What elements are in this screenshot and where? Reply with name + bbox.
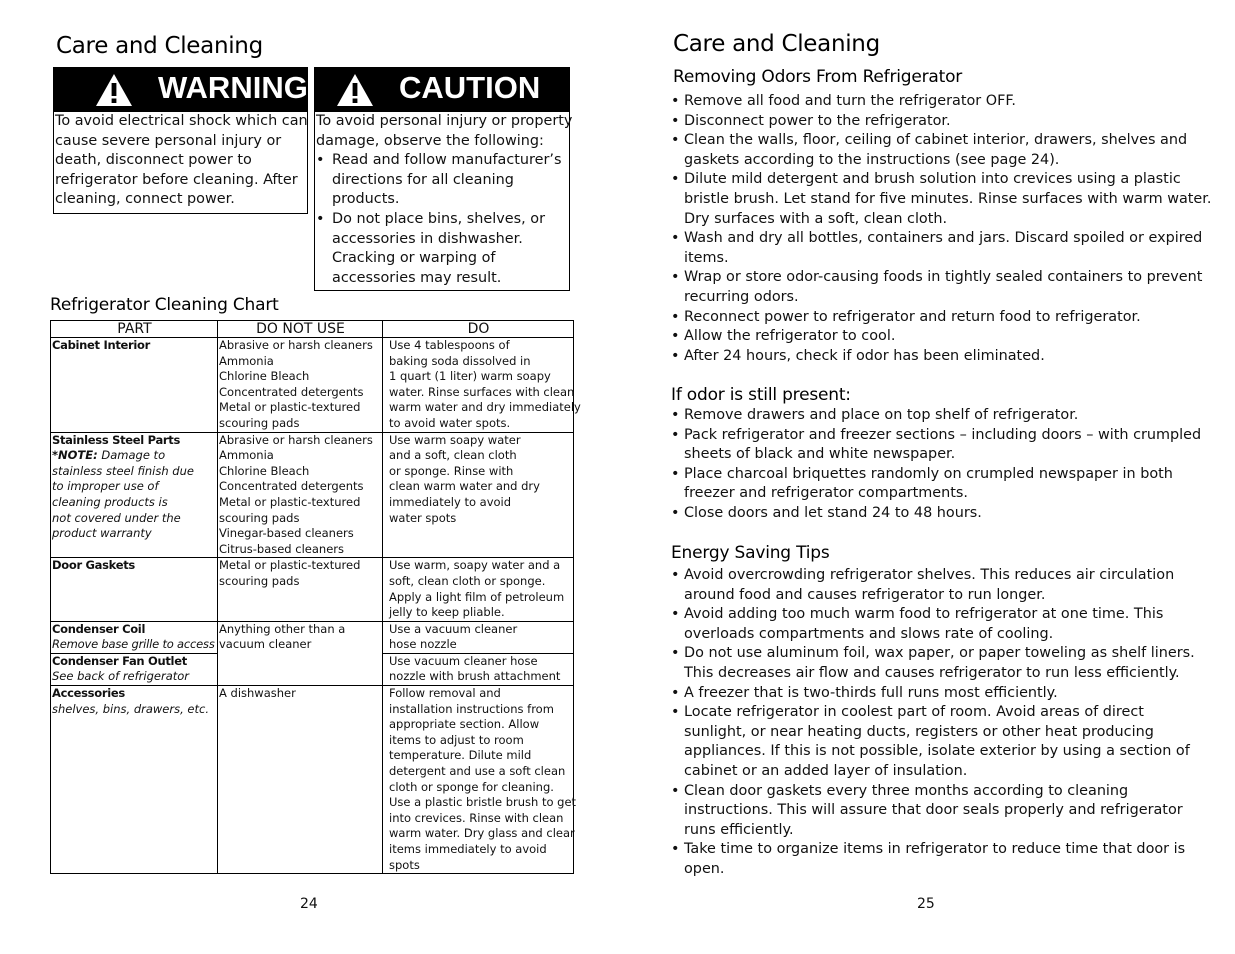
list-item [671,268,1201,307]
cell-line: Abrasive or harsh cleaners [219,338,373,352]
list-item [671,840,1201,879]
cell-line: and a soft, clean cloth [389,448,517,463]
list-line: appliances. If this is not possible, isolate exterior by using a section of [684,743,1190,760]
list-line: sunlight, or near heating ducts, registers or other heat producing [684,723,1154,740]
caution-bullet [316,210,569,288]
list-line: open. [684,860,725,877]
part-note-line [52,448,217,464]
cell-line: Use 4 tablespoons of [389,338,510,352]
part-note-line: cleaning products is [52,494,168,509]
cell-line: Use vacuum cleaner hose [389,653,538,668]
list-item [671,703,1201,781]
table-row [51,432,574,558]
header-do: DO [383,321,574,338]
caution-text [315,112,573,288]
list-item [671,327,1201,347]
cell-line: Follow removal and [389,686,501,701]
list-line: gaskets according to the instructions (see page 24). [684,151,1060,168]
cell-line: A dishwasher [219,686,296,701]
list-line: • Disconnect power to the refrigerator. [684,112,951,129]
cell-line: Concentrated detergents [219,479,364,494]
list-line: sheets of black and white newspaper. [684,446,956,463]
list-line: • Remove all food and turn the refrigerator OFF. [684,93,1016,109]
right-page-title: Care and Cleaning [673,31,880,57]
part-note-line: shelves, bins, drawers, etc. [52,701,209,716]
cell-line: Use a vacuum cleaner [389,621,518,636]
do-not-use-cell [218,558,383,621]
part-cell [51,686,218,874]
cell-line: scouring pads [219,510,300,525]
header-part: PART [51,321,218,338]
cell-line: Use a plastic bristle brush to get [389,795,577,810]
cell-line: Concentrated detergents [219,384,364,399]
caution-intro-line: To avoid personal injury or property [316,113,573,129]
note-label: *NOTE: [52,448,98,463]
list-line: items. [684,249,729,266]
list-line: cabinet or an added layer of insulation. [684,762,968,779]
list-item [671,229,1201,268]
list-line: This decreases air flow and causes refrigerator to run less efficiently. [684,664,1180,681]
part-note-line: See back of refrigerator [52,669,190,684]
cell-line: Chlorine Bleach [219,463,310,478]
warning-icon [94,72,134,108]
warning-text [54,112,307,210]
section-heading-odor-present: If odor is still present: [671,385,851,405]
cell-line: warm water and dry immediately [389,400,581,415]
table-row [51,338,574,433]
caution-line: accessories in dishwasher. [332,230,523,247]
do-cell [383,338,581,433]
list-item [671,308,1201,328]
cell-line: Metal or plastic-textured [219,494,361,509]
cleaning-chart-table [50,320,581,874]
list-line: • After 24 hours, check if odor has been eliminated. [684,347,1045,364]
cell-line: Ammonia [219,448,274,463]
list-line: around food and causes refrigerator to run longer. [684,586,1046,603]
list-item [671,406,1201,426]
list-item [671,131,1201,170]
list-line: • Clean door gaskets every three months according to cleaning [684,782,1129,799]
list-item [671,92,1201,112]
warning-line: To avoid electrical shock which can [55,113,308,129]
warning-line: death, disconnect power to [55,152,252,169]
caution-icon [335,72,375,108]
cell-line: soft, clean cloth or sponge. [389,573,546,588]
list-line: • Pack refrigerator and freezer sections – including doors – with crumpled [684,426,1202,443]
list-item [671,112,1201,132]
cell-line: jelly to keep pliable. [389,605,505,620]
cell-line: Vinegar-based cleaners [219,526,354,541]
list-line: • Take time to organize items in refrigerator to reduce time that door is [684,841,1186,858]
list-line: • Allow the refrigerator to cool. [684,328,896,345]
caution-line: directions for all cleaning [332,171,514,188]
cell-line: Use warm, soapy water and a [389,558,561,573]
list-line: • Remove drawers and place on top shelf of refrigerator. [684,407,1079,423]
left-page-title: Care and Cleaning [56,33,263,59]
cell-line: scouring pads [219,573,300,588]
cell-line: scouring pads [219,415,300,430]
cell-line: appropriate section. Allow [389,717,540,732]
part-cell [51,338,218,433]
cell-line: Apply a light film of petroleum [389,589,565,604]
part-cell [51,558,218,621]
page-number-left: 24 [300,896,318,912]
caution-line: • Do not place bins, shelves, or [332,210,545,227]
cell-line: baking soda dissolved in [389,353,531,368]
cell-line: Anything other than a [219,621,346,636]
part-note-line: Remove base grille to access [52,637,215,652]
do-not-use-cell [218,621,383,685]
cell-line: nozzle with brush attachment [389,669,561,684]
list-line: • Wrap or store odor-causing foods in tightly sealed containers to prevent [684,269,1203,286]
list-item [671,426,1201,465]
cell-line: installation instructions from [389,701,554,716]
part-name: Accessories [52,686,125,701]
table-header-row [51,321,574,338]
list-item [671,566,1201,605]
list-line: • Dilute mild detergent and brush solution into crevices using a plastic [684,171,1181,188]
cell-line: warm water. Dry glass and clear [389,826,575,841]
cleaning-chart-title: Refrigerator Cleaning Chart [50,295,279,315]
list-line: • Place charcoal briquettes randomly on crumpled newspaper in both [684,465,1173,482]
cell-line: detergent and use a soft clean [389,764,566,779]
odor-present-list [671,406,1201,524]
list-line: • Close doors and let stand 24 to 48 hours. [684,504,982,521]
cell-line: water. Rinse surfaces with clean [389,384,575,399]
caution-line: accessories may result. [332,269,502,286]
header-do-not-use: DO NOT USE [218,321,383,338]
list-line: instructions. This will assure that door seals properly and refrigerator [684,802,1183,819]
do-cell [383,653,574,685]
part-name: Cabinet Interior [52,338,151,352]
warning-line: refrigerator before cleaning. After [55,171,298,188]
do-cell [383,686,577,874]
do-not-use-cell [218,432,383,558]
do-not-use-cell [218,338,383,433]
warning-banner [54,68,307,112]
energy-tips-list [671,566,1201,880]
list-item [671,347,1201,367]
cell-line: Use warm soapy water [389,432,521,447]
part-cell [51,621,218,653]
cell-line: Metal or plastic-textured [219,400,361,415]
table-row [51,558,574,621]
list-line: • Avoid overcrowding refrigerator shelves. This reduces air circulation [684,567,1175,583]
do-cell [383,432,574,558]
caution-line: • Read and follow manufacturer’s [332,152,562,169]
part-name: Condenser Coil [52,621,146,636]
list-item [671,504,1201,524]
list-line: • Reconnect power to refrigerator and return food to refrigerator. [684,308,1141,325]
cell-line: Metal or plastic-textured [219,558,361,573]
cell-line: items to adjust to room [389,732,524,747]
list-line: Dry surfaces with a soft, clean cloth. [684,210,948,227]
cell-line: spots [389,857,420,872]
cell-line: Citrus-based cleaners [219,541,344,556]
cell-line: vacuum cleaner [219,637,312,652]
list-item [671,170,1212,229]
cell-line: Chlorine Bleach [219,369,310,384]
list-line: • Do not use aluminum foil, wax paper, or paper toweling as shelf liners. [684,645,1195,662]
list-item [671,644,1201,683]
list-line: overloads compartments and slows rate of cooling. [684,625,1054,642]
cell-line: 1 quart (1 liter) warm soapy [389,369,551,384]
list-line: recurring odors. [684,288,799,305]
cell-line: or sponge. Rinse with [389,463,514,478]
part-name: Condenser Fan Outlet [52,653,187,668]
section-heading-energy: Energy Saving Tips [671,543,830,563]
part-note-line: stainless steel finish due [52,463,194,478]
caution-line: products. [332,191,400,208]
list-item [671,684,1201,704]
part-name: Door Gaskets [52,558,135,573]
do-cell [383,558,574,621]
warning-line: cause severe personal injury or [55,132,282,149]
caution-banner [315,68,569,112]
cell-line: Abrasive or harsh cleaners [219,432,373,447]
odor-removal-list [671,92,1212,366]
table-row [51,686,574,874]
part-note-line: to improper use of [52,479,159,494]
warning-label: WARNING [158,70,308,105]
note-text: Damage to [97,448,166,463]
caution-bullet [316,151,569,210]
cell-line: to avoid water spots. [389,415,511,430]
list-line: bristle brush. Let stand for five minutes. Rinse surfaces with warm water. [684,190,1212,207]
cell-line: clean warm water and dry [389,479,540,494]
list-line: • Clean the walls, floor, ceiling of cabinet interior, drawers, shelves and [684,132,1188,149]
list-item [671,605,1201,644]
list-line: • A freezer that is two-thirds full runs most efficiently. [684,684,1058,701]
cell-line: into crevices. Rinse with clean [389,810,564,825]
list-line: runs efficiently. [684,821,794,838]
cell-line: items immediately to avoid [389,842,547,856]
warning-line: cleaning, connect power. [55,191,235,208]
table-row [51,621,574,653]
part-note-line: not covered under the [52,510,181,525]
list-line: • Avoid adding too much warm food to refrigerator at one time. This [684,606,1164,623]
cell-line: immediately to avoid [389,494,512,509]
caution-box [314,67,573,291]
do-cell [383,621,574,653]
part-cell [51,432,218,558]
warning-box [53,67,308,214]
list-line: • Wash and dry all bottles, containers and jars. Discard spoiled or expired [684,230,1203,247]
cell-line: temperature. Dilute mild [389,748,532,763]
caution-line: Cracking or warping of [332,250,496,267]
cell-line: hose nozzle [389,637,457,652]
part-cell [51,653,218,685]
cell-line: water spots [389,510,457,525]
do-not-use-cell [218,686,383,874]
list-item [671,465,1201,504]
list-line: • Locate refrigerator in coolest part of room. Avoid areas of direct [684,704,1144,721]
cell-line: cloth or sponge for cleaning. [389,779,554,794]
part-name: Stainless Steel Parts [52,432,181,447]
caution-label: CAUTION [399,70,541,105]
page-number-right: 25 [917,896,935,912]
list-line: freezer and refrigerator compartments. [684,485,968,502]
list-item [671,782,1201,841]
caution-intro-line: damage, observe the following: [316,132,544,149]
part-note-line: product warranty [52,526,152,541]
section-heading-odors: Removing Odors From Refrigerator [673,67,963,87]
cell-line: Ammonia [219,353,274,368]
